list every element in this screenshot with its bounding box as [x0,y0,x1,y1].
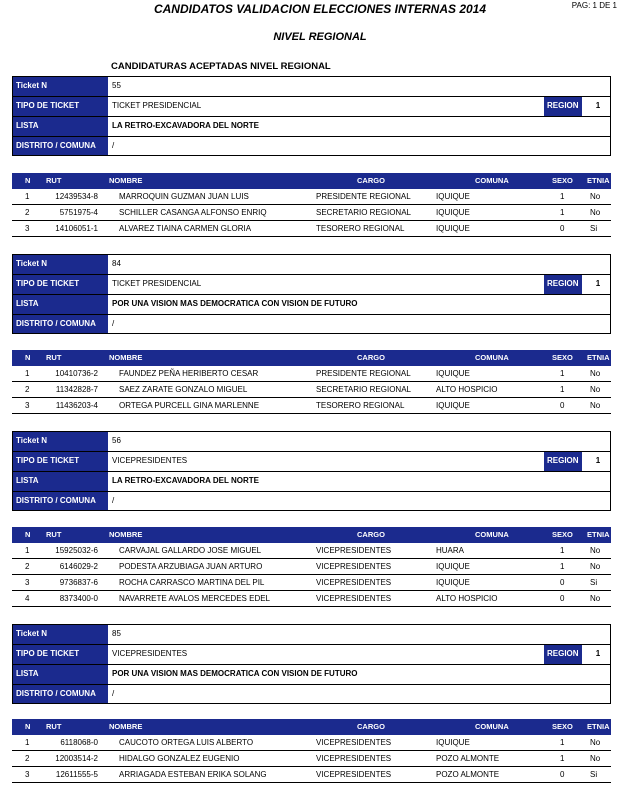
cell-n: 3 [25,578,30,587]
cell-sexo: 1 [560,385,565,394]
list-name-label: LISTA [13,295,108,314]
cell-etnia: Si [590,578,598,587]
cell-etnia: No [590,369,601,378]
column-header-nombre: NOMBRE [109,722,143,731]
ticket-number-label: Ticket N [13,255,108,274]
ticket-type-value: TICKET PRESIDENCIAL [112,279,202,288]
cell-cargo: PRESIDENTE REGIONAL [316,369,411,378]
ticket-number-label: Ticket N [13,625,108,644]
candidates-table-header [12,527,611,543]
ticket-info-block [12,624,611,704]
cell-etnia: No [590,754,601,763]
column-header-cargo: CARGO [357,530,385,539]
column-header-nombre: NOMBRE [109,353,143,362]
column-header-comuna: COMUNA [475,722,509,731]
column-header-rut: RUT [46,176,62,185]
ticket-number-value: 56 [112,436,121,445]
district-commune-label: DISTRITO / COMUNA [13,315,108,333]
cell-comuna: IQUIQUE [436,578,470,587]
region-label: REGION [544,645,582,664]
region-label: REGION [544,275,582,294]
cell-n: 1 [25,192,30,201]
ticket-type-value: TICKET PRESIDENCIAL [112,101,202,110]
cell-etnia: No [590,401,601,410]
region-label: REGION [544,452,582,471]
ticket-info-block [12,76,611,156]
cell-etnia: No [590,192,601,201]
ticket-number-value: 55 [112,81,121,90]
cell-n: 3 [25,224,30,233]
cell-comuna: IQUIQUE [436,208,470,217]
info-row-distrito [12,684,611,704]
ticket-type-label: TIPO DE TICKET [13,97,108,116]
cell-cargo: VICEPRESIDENTES [316,578,392,587]
cell-cargo: VICEPRESIDENTES [316,738,392,747]
cell-comuna: POZO ALMONTE [436,754,500,763]
cell-nombre: ARRIAGADA ESTEBAN ERIKA SOLANG [119,770,267,779]
table-row [12,382,611,398]
cell-n: 2 [25,208,30,217]
cell-sexo: 1 [560,192,565,201]
ticket-type-value: VICEPRESIDENTES [112,456,188,465]
cell-rut: 14106051-1 [55,224,98,233]
candidates-table [12,719,611,783]
column-header-comuna: COMUNA [475,530,509,539]
cell-rut: 8373400-0 [59,594,98,603]
cell-n: 1 [25,738,30,747]
page-number: PAG: 1 DE 1 [571,1,617,10]
column-header-etnia: ETNIA [587,722,610,731]
cell-etnia: No [590,562,601,571]
cell-etnia: No [590,594,601,603]
cell-n: 2 [25,562,30,571]
info-row-lista [12,664,611,684]
cell-comuna: POZO ALMONTE [436,770,500,779]
cell-sexo: 1 [560,754,565,763]
cell-n: 1 [25,546,30,555]
info-row-lista [12,116,611,136]
cell-sexo: 1 [560,369,565,378]
cell-cargo: VICEPRESIDENTES [316,546,392,555]
cell-rut: 12439534-8 [55,192,98,201]
section-heading: CANDIDATURAS ACEPTADAS NIVEL REGIONAL [111,61,331,72]
cell-sexo: 0 [560,224,565,233]
cell-comuna: IQUIQUE [436,369,470,378]
list-name-value: POR UNA VISION MAS DEMOCRATICA CON VISION DE FUTURO [112,669,358,678]
column-header-sexo: SEXO [552,530,573,539]
column-header-sexo: SEXO [552,353,573,362]
candidates-table [12,350,611,414]
ticket-info-block [12,254,611,334]
column-header-comuna: COMUNA [475,176,509,185]
cell-nombre: PODESTA ARZUBIAGA JUAN ARTURO [119,562,263,571]
cell-nombre: ALVAREZ TIAINA CARMEN GLORIA [119,224,252,233]
ticket-type-value: VICEPRESIDENTES [112,649,188,658]
table-row [12,559,611,575]
column-header-etnia: ETNIA [587,353,610,362]
cell-n: 3 [25,770,30,779]
info-row-lista [12,471,611,491]
cell-n: 3 [25,401,30,410]
cell-rut: 11342828-7 [55,385,98,394]
ticket-number-value: 84 [112,259,121,268]
column-header-n: N [25,722,31,731]
cell-cargo: PRESIDENTE REGIONAL [316,192,411,201]
cell-sexo: 1 [560,546,565,555]
cell-n: 4 [25,594,30,603]
ticket-number-value: 85 [112,629,121,638]
candidates-table-header [12,719,611,735]
table-row [12,205,611,221]
district-commune-label: DISTRITO / COMUNA [13,492,108,510]
candidates-table-header [12,173,611,189]
column-header-rut: RUT [46,722,62,731]
cell-sexo: 0 [560,578,565,587]
cell-nombre: CARVAJAL GALLARDO JOSE MIGUEL [119,546,262,555]
district-commune-value: / [112,689,115,698]
candidates-table [12,173,611,237]
cell-etnia: No [590,738,601,747]
district-commune-label: DISTRITO / COMUNA [13,685,108,703]
cell-cargo: VICEPRESIDENTES [316,594,392,603]
ticket-number-label: Ticket N [13,77,108,96]
cell-nombre: CAUCOTO ORTEGA LUIS ALBERTO [119,738,254,747]
cell-cargo: TESORERO REGIONAL [316,224,405,233]
ticket-info-block [12,431,611,511]
cell-etnia: No [590,546,601,555]
list-name-value: POR UNA VISION MAS DEMOCRATICA CON VISION DE FUTURO [112,299,358,308]
district-commune-value: / [112,496,115,505]
region-label: REGION [544,97,582,116]
cell-rut: 12611555-5 [55,770,98,779]
cell-comuna: IQUIQUE [436,562,470,571]
ticket-type-label: TIPO DE TICKET [13,645,108,664]
cell-sexo: 1 [560,562,565,571]
ticket-type-label: TIPO DE TICKET [13,452,108,471]
info-row-tipo [12,451,611,471]
cell-rut: 5751975-4 [59,208,98,217]
cell-rut: 9736837-6 [59,578,98,587]
cell-nombre: SCHILLER CASANGA ALFONSO ENRIQ [119,208,267,217]
cell-sexo: 1 [560,738,565,747]
cell-etnia: No [590,208,601,217]
cell-rut: 6146029-2 [59,562,98,571]
region-value: 1 [595,456,601,465]
cell-nombre: FAUNDEZ PEÑA HERIBERTO CESAR [119,369,259,378]
info-row-ticket [12,76,611,96]
cell-rut: 6118068-0 [60,738,98,747]
info-row-tipo [12,274,611,294]
column-header-cargo: CARGO [357,722,385,731]
column-header-rut: RUT [46,353,62,362]
cell-comuna: HUARA [436,546,465,555]
cell-comuna: ALTO HOSPICIO [436,385,498,394]
cell-cargo: SECRETARIO REGIONAL [316,385,411,394]
column-header-comuna: COMUNA [475,353,509,362]
cell-rut: 15925032-6 [55,546,98,555]
list-name-label: LISTA [13,472,108,491]
cell-rut: 10410736-2 [55,369,98,378]
table-row [12,221,611,237]
region-value: 1 [595,649,601,658]
cell-etnia: Si [590,770,598,779]
cell-nombre: SAEZ ZARATE GONZALO MIGUEL [119,385,248,394]
cell-rut: 12003514-2 [55,754,98,763]
info-row-distrito [12,491,611,511]
cell-nombre: HIDALGO GONZALEZ EUGENIO [119,754,240,763]
cell-nombre: MARROQUIN GUZMAN JUAN LUIS [119,192,249,201]
info-row-tipo [12,96,611,116]
cell-rut: 11436203-4 [55,401,98,410]
ticket-type-label: TIPO DE TICKET [13,275,108,294]
table-row [12,189,611,205]
table-row [12,591,611,607]
column-header-n: N [25,530,31,539]
candidates-table-header [12,350,611,366]
cell-sexo: 0 [560,770,565,779]
district-commune-label: DISTRITO / COMUNA [13,137,108,155]
cell-n: 1 [25,369,30,378]
column-header-rut: RUT [46,530,62,539]
region-value: 1 [595,101,601,110]
info-row-ticket [12,431,611,451]
cell-nombre: ROCHA CARRASCO MARTINA DEL PIL [119,578,265,587]
column-header-etnia: ETNIA [587,176,610,185]
cell-comuna: IQUIQUE [436,224,470,233]
cell-nombre: ORTEGA PURCELL GINA MARLENNE [119,401,260,410]
region-value: 1 [595,279,601,288]
cell-cargo: VICEPRESIDENTES [316,770,392,779]
table-row [12,575,611,591]
cell-etnia: No [590,385,601,394]
cell-etnia: Si [590,224,598,233]
column-header-n: N [25,353,31,362]
document-title: CANDIDATOS VALIDACION ELECCIONES INTERNAS 2014 [153,2,487,16]
cell-comuna: IQUIQUE [436,192,470,201]
column-header-cargo: CARGO [357,353,385,362]
list-name-label: LISTA [13,117,108,136]
info-row-distrito [12,314,611,334]
list-name-value: LA RETRO-EXCAVADORA DEL NORTE [112,476,259,485]
column-header-sexo: SEXO [552,722,573,731]
column-header-nombre: NOMBRE [109,530,143,539]
info-row-ticket [12,254,611,274]
column-header-etnia: ETNIA [587,530,610,539]
ticket-number-label: Ticket N [13,432,108,451]
district-commune-value: / [112,319,115,328]
list-name-value: LA RETRO-EXCAVADORA DEL NORTE [112,121,259,130]
table-row [12,543,611,559]
cell-cargo: VICEPRESIDENTES [316,562,392,571]
document-subtitle: NIVEL REGIONAL [273,31,367,43]
table-row [12,735,611,751]
column-header-n: N [25,176,31,185]
table-row [12,398,611,414]
district-commune-value: / [112,141,115,150]
cell-cargo: VICEPRESIDENTES [316,754,392,763]
cell-comuna: IQUIQUE [436,401,470,410]
cell-sexo: 0 [560,401,565,410]
cell-sexo: 0 [560,594,565,603]
table-row [12,767,611,783]
column-header-nombre: NOMBRE [109,176,143,185]
info-row-tipo [12,644,611,664]
column-header-sexo: SEXO [552,176,573,185]
cell-cargo: SECRETARIO REGIONAL [316,208,411,217]
cell-comuna: ALTO HOSPICIO [436,594,498,603]
cell-n: 2 [25,754,30,763]
cell-n: 2 [25,385,30,394]
info-row-lista [12,294,611,314]
cell-comuna: IQUIQUE [436,738,470,747]
info-row-distrito [12,136,611,156]
cell-nombre: NAVARRETE AVALOS MERCEDES EDEL [119,594,271,603]
list-name-label: LISTA [13,665,108,684]
column-header-cargo: CARGO [357,176,385,185]
cell-sexo: 1 [560,208,565,217]
info-row-ticket [12,624,611,644]
table-row [12,366,611,382]
table-row [12,751,611,767]
cell-cargo: TESORERO REGIONAL [316,401,405,410]
candidates-table [12,527,611,607]
